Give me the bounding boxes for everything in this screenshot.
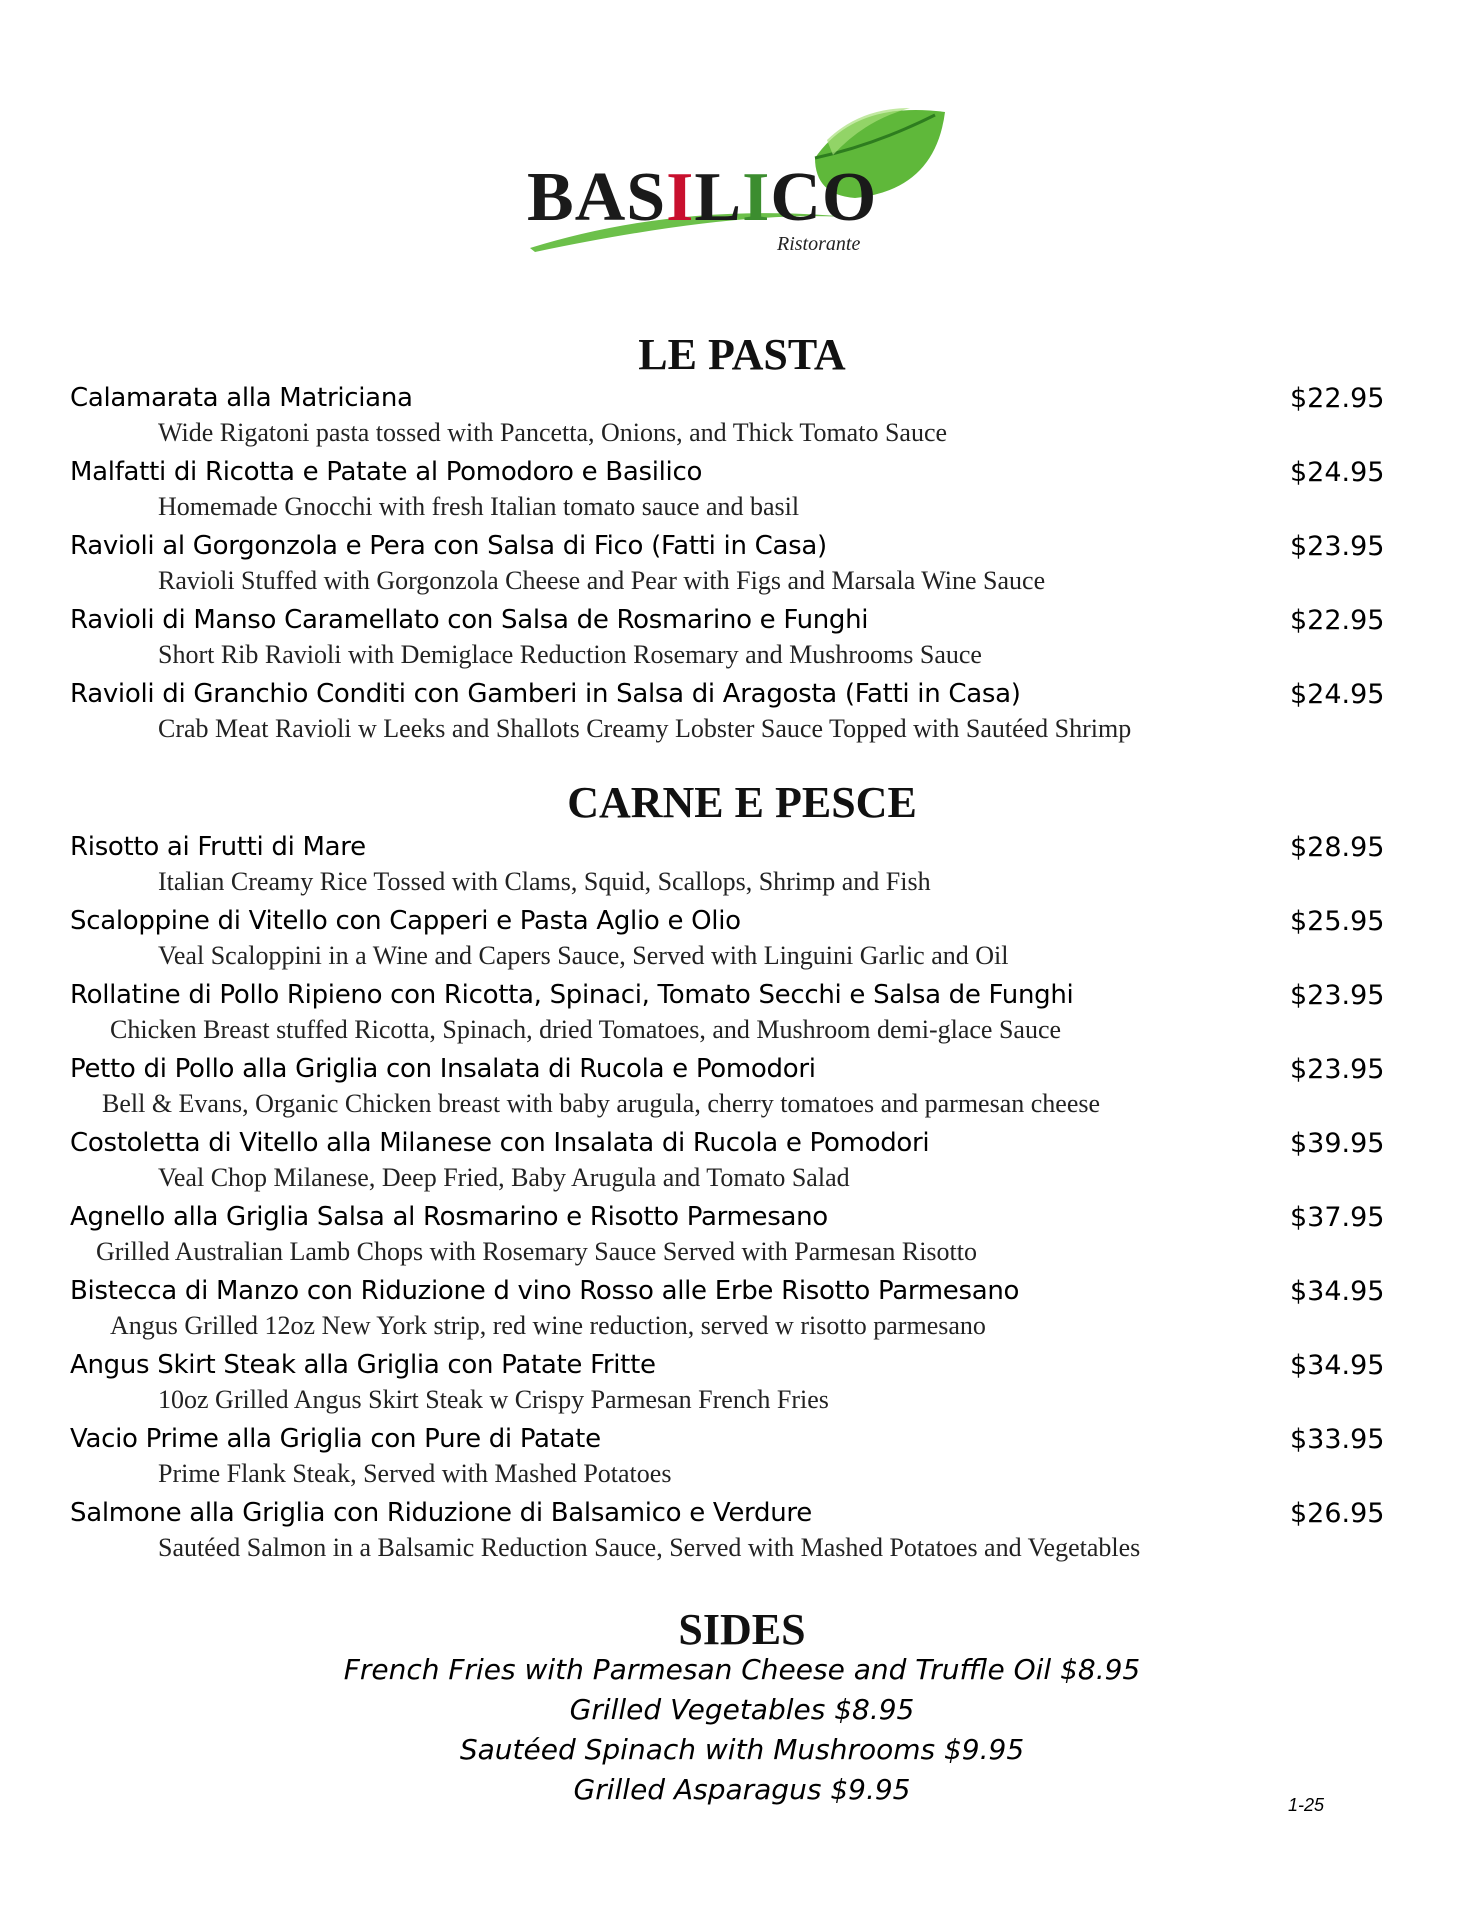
dish-name: Vacio Prime alla Griglia con Pure di Patate: [70, 1424, 601, 1454]
dish-name: Salmone alla Griglia con Riduzione di Balsamico e Verdure: [70, 1498, 812, 1528]
dish-price: $34.95: [1290, 1350, 1385, 1381]
dish-name: Ravioli di Manso Caramellato con Salsa de Rosmarino e Funghi: [70, 605, 869, 635]
dish-name: Petto di Pollo alla Griglia con Insalata di Rucola e Pomodori: [70, 1054, 816, 1084]
dish-description: Sautéed Salmon in a Balsamic Reduction Sauce, Served with Mashed Potatoes and Vegetables: [158, 1533, 1141, 1562]
dish-description: Grilled Australian Lamb Chops with Rosemary Sauce Served with Parmesan Risotto: [96, 1237, 977, 1266]
side-item: Grilled Vegetables $8.95: [569, 1693, 915, 1726]
side-item: Sautéed Spinach with Mushrooms $9.95: [459, 1733, 1025, 1766]
dish-price: $28.95: [1290, 832, 1385, 863]
dish-name: Costoletta di Vitello alla Milanese con Insalata di Rucola e Pomodori: [70, 1128, 930, 1158]
dish-price: $22.95: [1290, 383, 1385, 414]
logo-letter-i-red: I: [666, 159, 695, 236]
dish-price: $23.95: [1290, 980, 1385, 1011]
menu-version-code: 1-25: [1288, 1795, 1325, 1815]
basil-leaf-logo-icon: [515, 100, 945, 265]
dish-description: Ravioli Stuffed with Gorgonzola Cheese and Pear with Figs and Marsala Wine Sauce: [158, 566, 1046, 595]
dish-description: 10oz Grilled Angus Skirt Steak w Crispy Parmesan French Fries: [158, 1385, 829, 1414]
sides-list: [0, 1650, 1484, 1810]
logo-subtitle: Ristorante: [777, 233, 861, 255]
dish-description: Veal Scaloppini in a Wine and Capers Sauce, Served with Linguini Garlic and Oil: [158, 941, 1009, 970]
restaurant-logo: [515, 100, 945, 265]
dish-price: $33.95: [1290, 1424, 1385, 1455]
dish-description: Chicken Breast stuffed Ricotta, Spinach, dried Tomatoes, and Mushroom demi-glace Sauce: [110, 1015, 1062, 1044]
section-title-pasta: LE PASTA: [638, 330, 846, 379]
svg-text:BASILICO: [527, 159, 877, 236]
dish-price: $34.95: [1290, 1276, 1385, 1307]
dish-name: Bistecca di Manzo con Riduzione d vino Rosso alle Erbe Risotto Parmesano: [70, 1276, 1020, 1306]
dish-description: Wide Rigatoni pasta tossed with Pancetta, Onions, and Thick Tomato Sauce: [158, 418, 948, 447]
dish-description: Short Rib Ravioli with Demiglace Reduction Rosemary and Mushrooms Sauce: [158, 640, 982, 669]
dish-name: Malfatti di Ricotta e Patate al Pomodoro e Basilico: [70, 457, 703, 487]
dish-price: $23.95: [1290, 531, 1385, 562]
dish-name: Calamarata alla Matriciana: [70, 383, 413, 413]
dish-description: Angus Grilled 12oz New York strip, red wine reduction, served w risotto parmesano: [110, 1311, 986, 1340]
dish-price: $25.95: [1290, 906, 1385, 937]
dish-name: Scaloppine di Vitello con Capperi e Pasta Aglio e Olio: [70, 906, 741, 936]
dish-name: Risotto ai Frutti di Mare: [70, 832, 366, 862]
dish-name: Agnello alla Griglia Salsa al Rosmarino e Risotto Parmesano: [70, 1202, 828, 1232]
dish-price: $22.95: [1290, 605, 1385, 636]
dish-price: $24.95: [1290, 457, 1385, 488]
dish-description: Veal Chop Milanese, Deep Fried, Baby Arugula and Tomato Salad: [158, 1163, 850, 1192]
dish-description: Bell & Evans, Organic Chicken breast with baby arugula, cherry tomatoes and parmesan cheese: [102, 1089, 1101, 1118]
dish-description: Prime Flank Steak, Served with Mashed Potatoes: [158, 1459, 672, 1488]
logo-letters-bas: BAS: [527, 159, 667, 236]
side-item: French Fries with Parmesan Cheese and Truffle Oil $8.95: [343, 1653, 1141, 1686]
logo-letter-l: L: [694, 159, 743, 236]
dish-name: Angus Skirt Steak alla Griglia con Patate Fritte: [70, 1350, 656, 1380]
dish-price: $26.95: [1290, 1498, 1385, 1529]
dish-description: Homemade Gnocchi with fresh Italian tomato sauce and basil: [158, 492, 800, 521]
dish-description: Crab Meat Ravioli w Leeks and Shallots Creamy Lobster Sauce Topped with Sautéed Shrimp: [158, 714, 1132, 743]
dish-name: Ravioli di Granchio Conditi con Gamberi in Salsa di Aragosta (Fatti in Casa): [70, 679, 1021, 709]
dish-price: $39.95: [1290, 1128, 1385, 1159]
section-title-carne-e-pesce: CARNE E PESCE: [567, 778, 917, 827]
logo-letters-co: CO: [770, 159, 878, 236]
dish-name: Rollatine di Pollo Ripieno con Ricotta, Spinaci, Tomato Secchi e Salsa de Funghi: [70, 980, 1074, 1010]
side-item: Grilled Asparagus $9.95: [573, 1773, 911, 1806]
section-title-sides: SIDES: [678, 1605, 806, 1654]
dish-name: Ravioli al Gorgonzola e Pera con Salsa di Fico (Fatti in Casa): [70, 531, 827, 561]
dish-price: $37.95: [1290, 1202, 1385, 1233]
logo-letter-i-green: I: [742, 159, 771, 236]
dish-price: $24.95: [1290, 679, 1385, 710]
dish-price: $23.95: [1290, 1054, 1385, 1085]
dish-description: Italian Creamy Rice Tossed with Clams, Squid, Scallops, Shrimp and Fish: [158, 867, 931, 896]
